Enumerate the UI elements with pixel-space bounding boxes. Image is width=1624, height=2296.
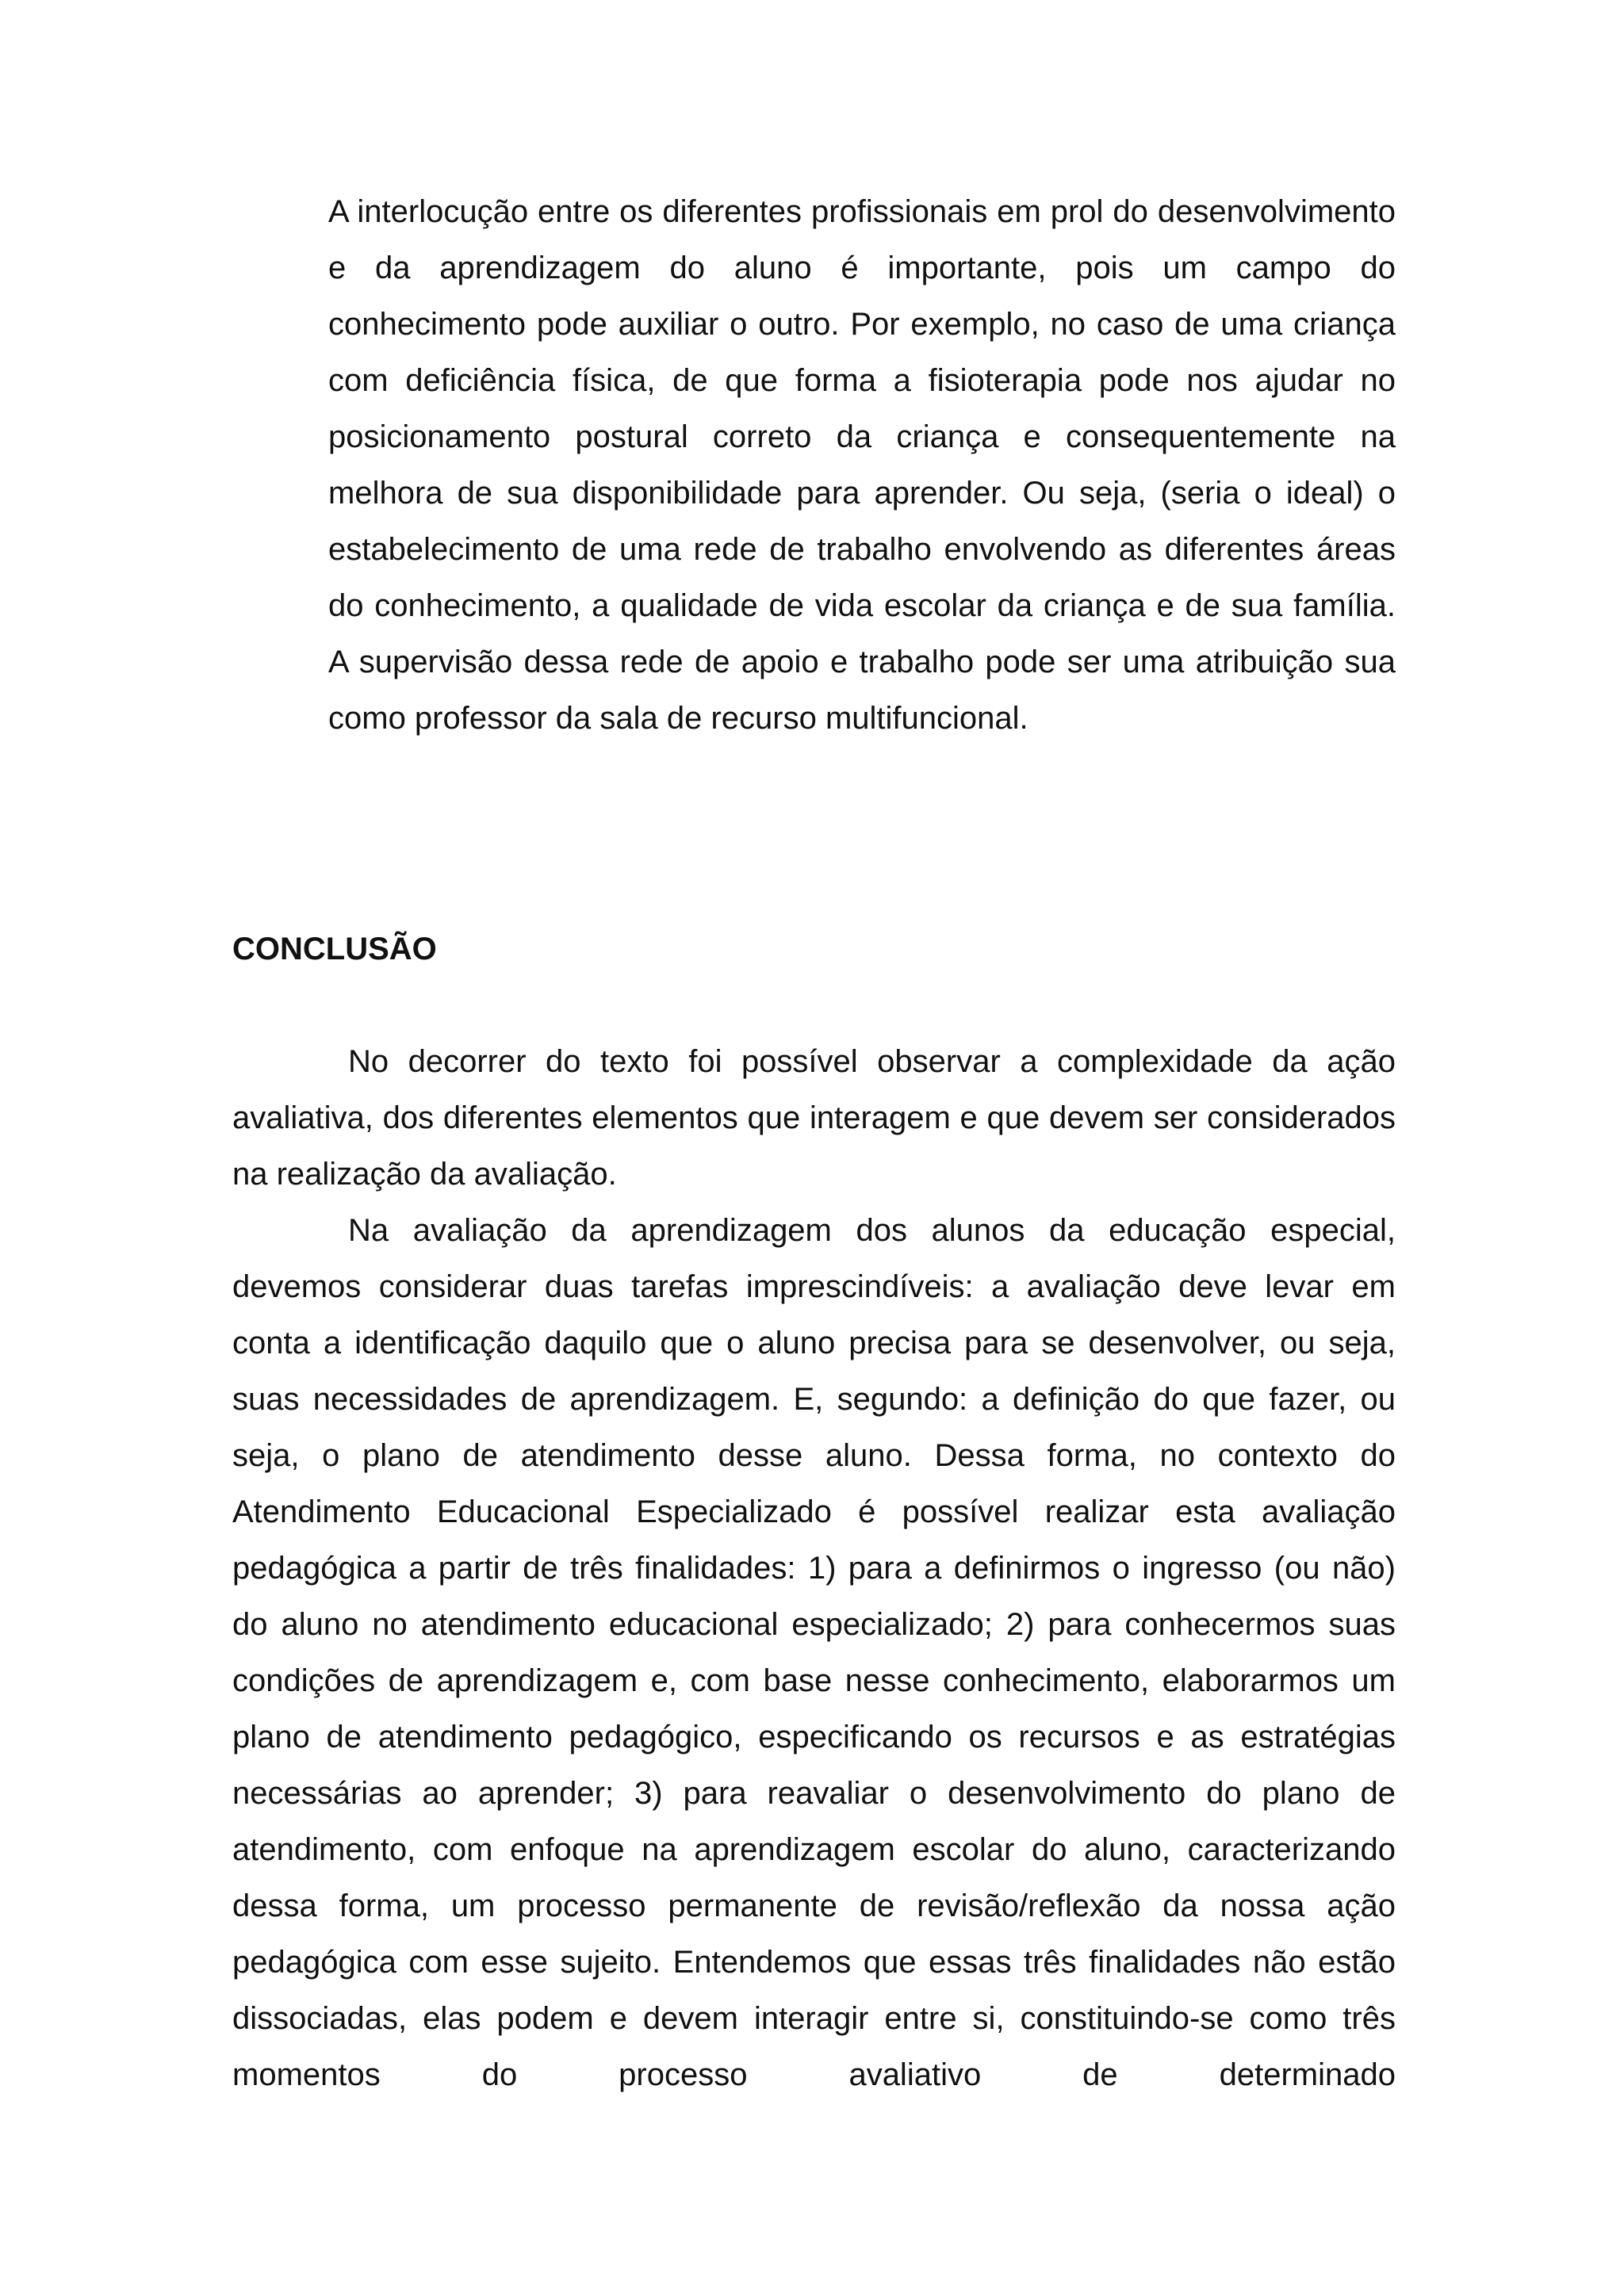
intro-paragraph: A interlocução entre os diferentes profissionais em prol do desenvolvimento e da aprendizagem do aluno é importante, pois um campo do conhecimento pode auxiliar o outro. Por exemplo, no caso de uma criança com deficiência física, de que forma a fisioterapia pode nos ajudar no posicionamento postural correto da criança e consequentemente na melhora de sua disponibilidade para aprender. Ou seja, (seria o ideal) o estabelecimento de uma rede de trabalho envolvendo as diferentes áreas do conhecimento, a qualidade de vida escolar da criança e de sua família. A supervisão dessa rede de apoio e trabalho pode ser uma atribuição sua como professor da sala de recurso multifuncional.	[328, 194, 1396, 736]
conclusion-paragraph-1: No decorrer do texto foi possível observar a complexidade da ação avaliativa, dos diferentes elementos que interagem e que devem ser considerados na realização da avaliação.	[232, 1044, 1396, 1192]
section-heading-conclusao: CONCLUSÃO	[232, 932, 437, 966]
conclusion-paragraph-2: Na avaliação da aprendizagem dos alunos da educação especial, devemos considerar duas tarefas imprescindíveis: a avaliação deve levar em conta a identificação daquilo que o aluno precisa para se desenvolver, ou seja, suas necessidades de aprendizagem. E, segundo: a definição do que fazer, ou seja, o plano de atendimento desse aluno. Dessa forma, no contexto do Atendimento Educacional Especializado é possível realizar esta avaliação pedagógica a partir de três finalidades: 1) para a definirmos o ingresso (ou não) do aluno no atendimento educacional especializado; 2) para conhecermos suas condições de aprendizagem e, com base nesse conhecimento, elaborarmos um plano de atendimento pedagógico, especificando os recursos e as estratégias necessárias ao aprender; 3) para reavaliar o desenvolvimento do plano de atendimento, com enfoque na aprendizagem escolar do aluno, caracterizando dessa forma, um processo permanente de revisão/reflexão da nossa ação pedagógica com esse sujeito. Entendemos que essas três finalidades não estão dissociadas, elas podem e devem interagir entre si, constituindo-se como três momentos do processo avaliativo de determinado	[232, 1213, 1396, 2092]
